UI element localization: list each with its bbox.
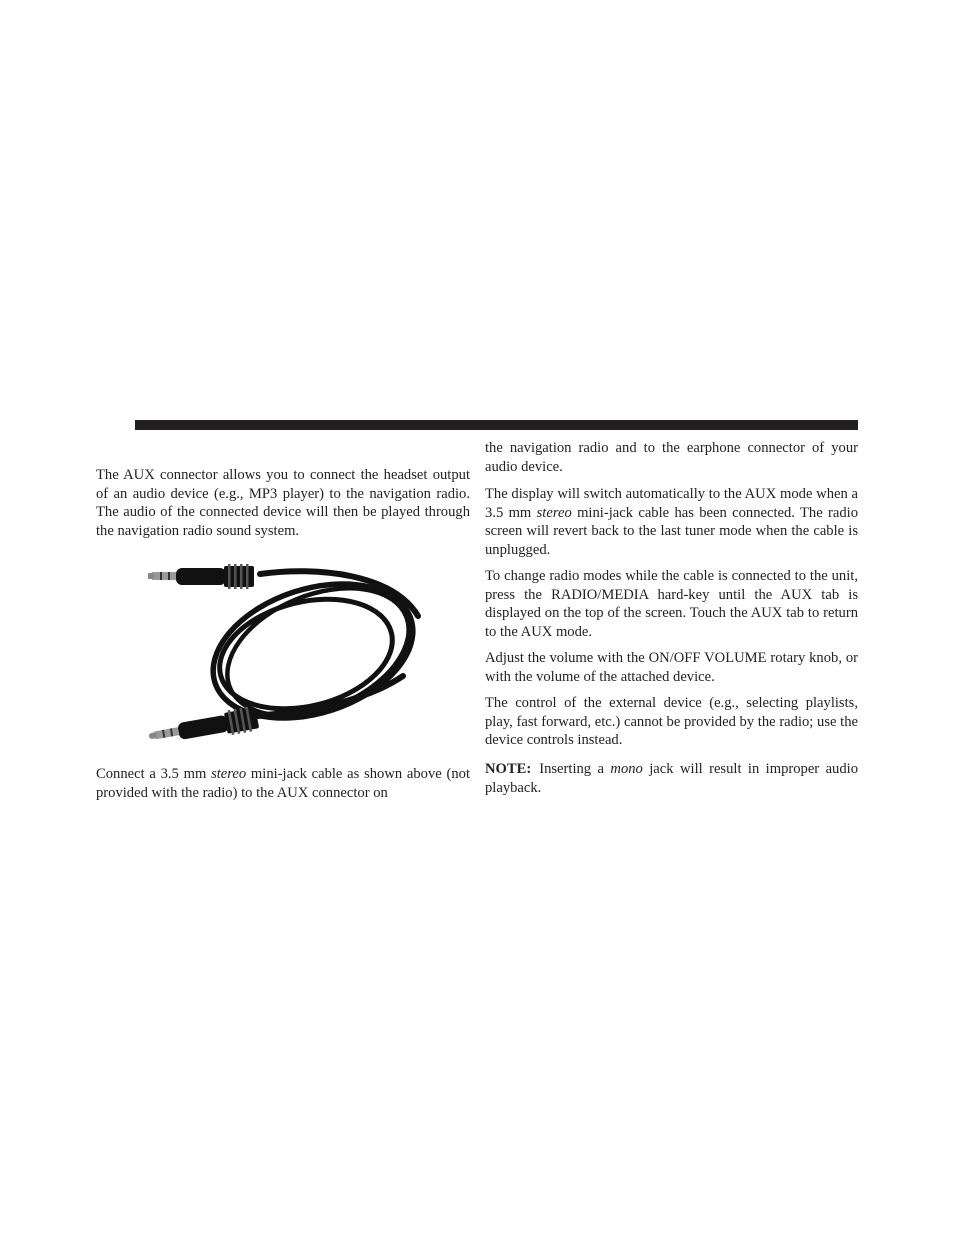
section-header-bar — [135, 420, 858, 430]
stereo-emphasis: stereo — [536, 504, 572, 521]
device-control-paragraph: The control of the external device (e.g., selecting playlists, play, fast forward, etc.) cannot be provided by the radio; use the device controls instead. — [485, 695, 858, 749]
aux-intro-paragraph: The AUX connector allows you to connect the headset output of an audio device (e.g., MP3 player) to the navigation radio. The audio of the connected device will then be played through the navigation radio sound system. — [96, 467, 470, 539]
aux-mode-paragraph: The display will switch automatically to the AUX mode when a 3.5 mm stereo mini-jack cable has been connected. The radio screen will revert back to the last tuner mode when the cable is unplugged. — [485, 486, 858, 558]
stereo-emphasis: stereo — [211, 766, 247, 782]
note-label: NOTE: — [485, 761, 532, 777]
mono-emphasis: mono — [610, 761, 643, 777]
note-paragraph: NOTE: Inserting a mono jack will result in improper audio playback. — [485, 761, 859, 796]
connect-cable-paragraph: Connect a 3.5 mm stereo mini-jack cable as shown above (not provided with the radio) to the AUX connector on — [96, 766, 471, 801]
audio-cable-icon — [148, 556, 440, 746]
change-mode-paragraph: To change radio modes while the cable is connected to the unit, press the RADIO/MEDIA hard-key until the AUX tab is displayed on the top of the screen. Touch the AUX tab to return to the AUX mode. — [485, 568, 858, 640]
volume-paragraph: Adjust the volume with the ON/OFF VOLUME rotary knob, or with the volume of the attached device. — [485, 650, 858, 685]
continued-paragraph: the navigation radio and to the earphone connector of your audio device. — [485, 440, 858, 475]
